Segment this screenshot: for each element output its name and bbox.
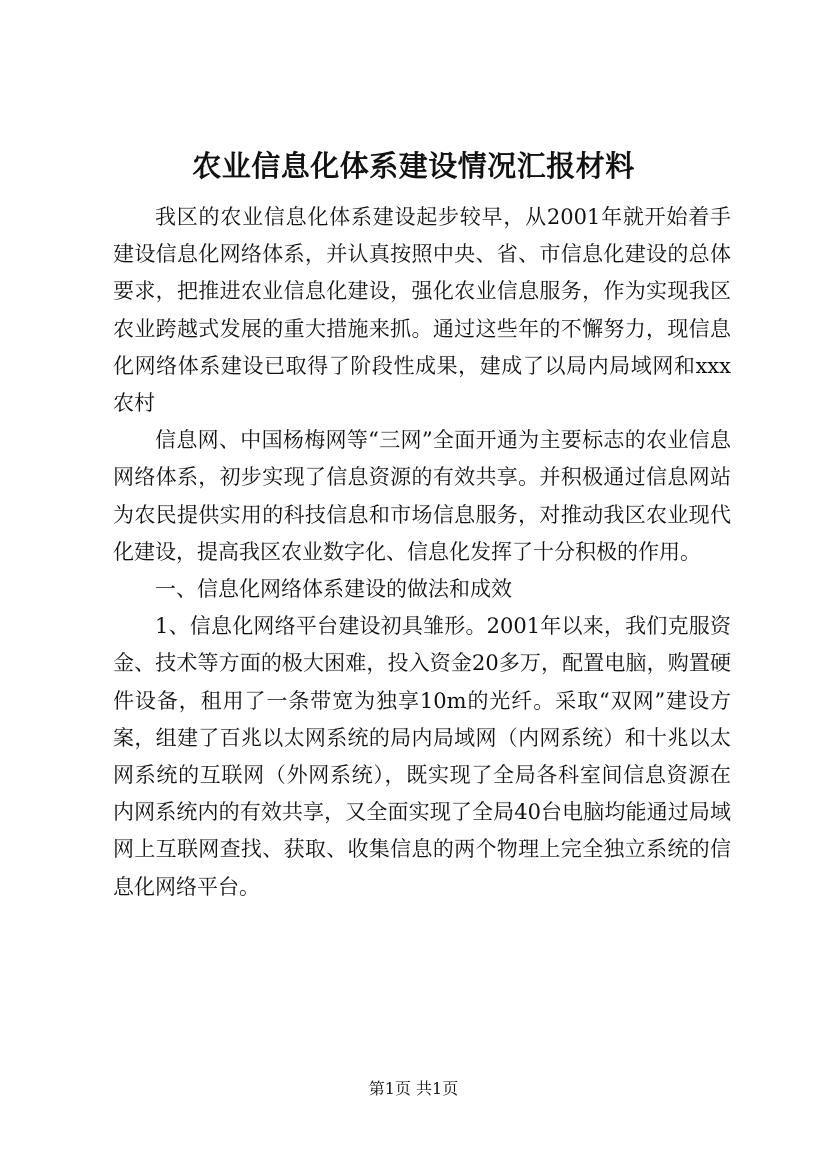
document-body [113,199,731,906]
document-title: 农业信息化体系建设情况汇报材料 [192,149,635,183]
section-heading: 一、信息化网络体系建设的做法和成效 [155,577,512,602]
page-footer: 第1页 共1页 [368,1079,459,1098]
paragraph-platform: 1、信息化网络平台建设初具雏形。2001年以来，我们克服资金、技术等方面的极大困难，投入资金20多万，配置电脑，购置硬件设备，租用了一条带宽为独享10m的光纤。采取“双网”建设方案，组建了百兆以太网系统的局内局域网（内网系统）和十兆以太网系统的互联网（外网系统），既实现了全局各科室间信息资源在内网系统内的有效共享，又全面实现了全局40台电脑均能通过局域网上互联网查找、获取、收集信息的两个物理上完全独立系统的信息化网络平台。 [113,614,731,899]
paragraph-network-system: 信息网、中国杨梅网等“三网”全面开通为主要标志的农业信息网络体系，初步实现了信息资源的有效共享。并积极通过信息网站为农民提供实用的科技信息和市场信息服务，对推动我区农业现代化建设，提高我区农业数字化、信息化发挥了十分积极的作用。 [113,428,731,564]
paragraph-intro: 我区的农业信息化体系建设起步较早，从2001年就开始着手建设信息化网络体系，并认真按照中央、省、市信息化建设的总体要求，把推进农业信息化建设，强化农业信息服务，作为实现我区农业跨越式发展的重大措施来抓。通过这些年的不懈努力，现信息化网络体系建设已取得了阶段性成果，建成了以局内局域网和xxx农村 [113,205,731,416]
